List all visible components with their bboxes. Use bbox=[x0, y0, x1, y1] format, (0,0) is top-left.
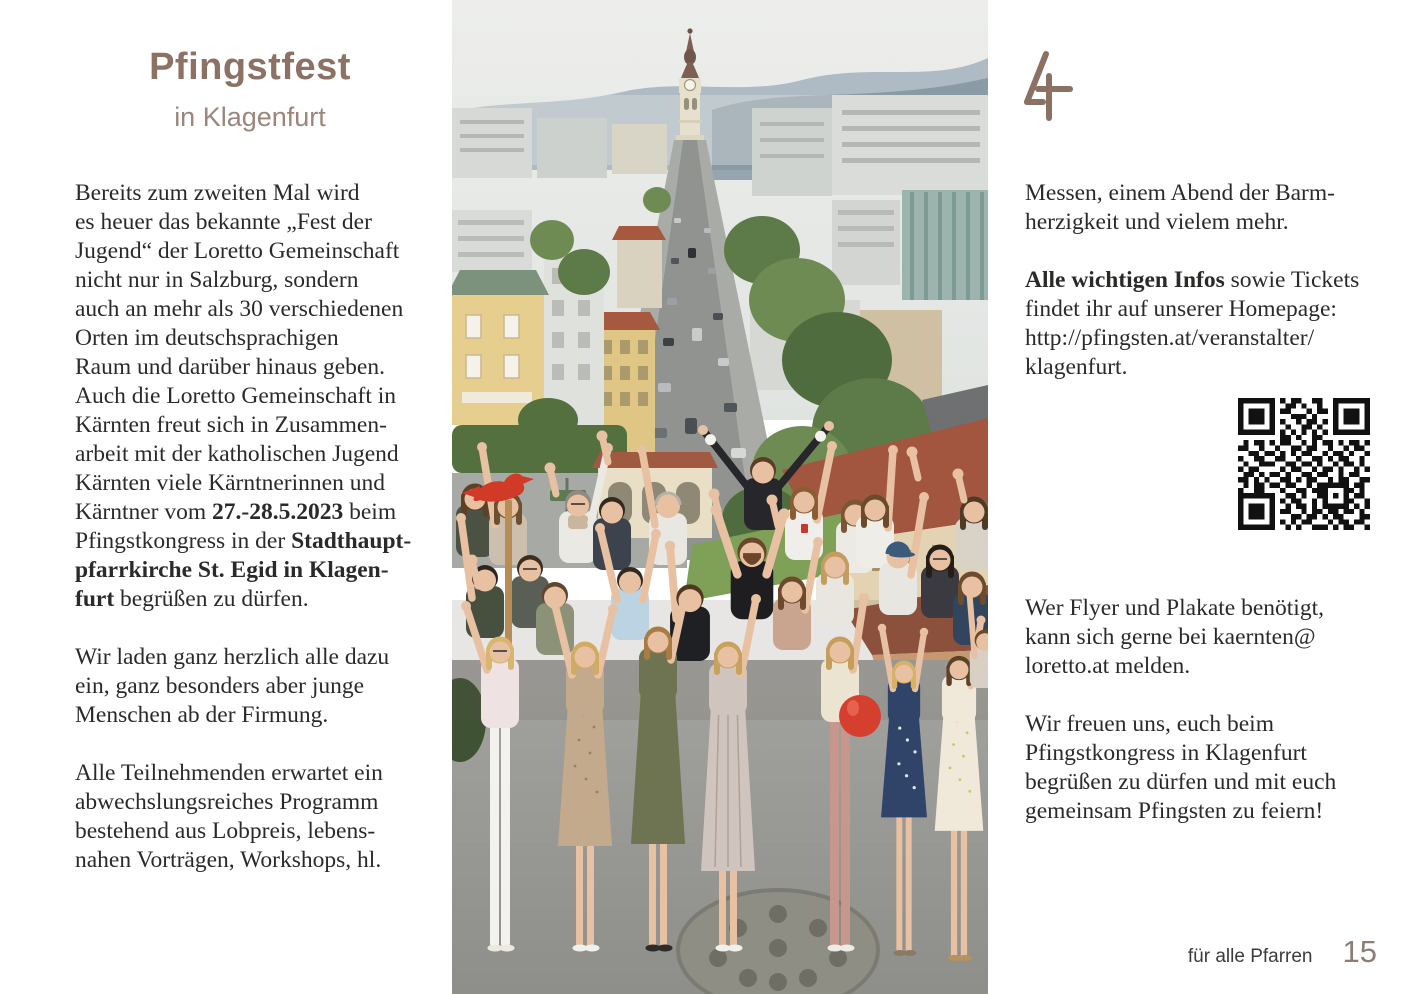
article-header bbox=[75, 46, 425, 133]
text-line: begrüßen zu dürfen und mit euch bbox=[1025, 769, 1337, 795]
paragraph bbox=[1025, 266, 1359, 382]
paragraph bbox=[75, 759, 411, 875]
text-line: http://pfingsten.at/veranstalter/ bbox=[1025, 325, 1315, 351]
paragraph bbox=[1025, 179, 1359, 237]
paragraph bbox=[75, 643, 411, 730]
qr-code bbox=[1238, 398, 1370, 530]
text-line: Pfingstkongress in der Stadthaupt- bbox=[75, 528, 412, 554]
paragraph bbox=[75, 179, 411, 614]
paragraph bbox=[1025, 710, 1336, 826]
page-title: Pfingstfest bbox=[149, 46, 351, 88]
text-line: Raum und darüber hinaus geben. bbox=[75, 354, 385, 380]
text-line: Orten im deutschsprachigen bbox=[75, 325, 339, 351]
text-line: arbeit mit der katholischen Jugend bbox=[75, 441, 399, 467]
text-line: Bereits zum zweiten Mal wird bbox=[75, 180, 360, 206]
text-line: klagenfurt. bbox=[1025, 354, 1128, 380]
right-column-text-top bbox=[1025, 179, 1359, 382]
text-line: Pfingstkongress in Klagenfurt bbox=[1025, 740, 1307, 766]
text-line: Alle Teilnehmenden erwartet ein bbox=[75, 760, 383, 786]
page-subtitle: in Klagenfurt bbox=[174, 102, 326, 132]
text-line: es heuer das bekannte „Fest der bbox=[75, 209, 372, 235]
text-line: nicht nur in Salzburg, sondern bbox=[75, 267, 359, 293]
chapter-number-glyph bbox=[1022, 46, 1082, 126]
text-line: Wir freuen uns, euch beim bbox=[1025, 711, 1274, 737]
text-line: pfarrkirche St. Egid in Klagen- bbox=[75, 557, 389, 583]
left-column-text bbox=[75, 179, 411, 875]
number-4-icon bbox=[1022, 46, 1082, 126]
page-number: 15 bbox=[1342, 934, 1377, 969]
text-line: Menschen ab der Firmung. bbox=[75, 702, 329, 728]
group-photo bbox=[452, 0, 988, 994]
text-line: bestehend aus Lobpreis, lebens- bbox=[75, 818, 376, 844]
text-line: Kärntner vom 27.-28.5.2023 beim bbox=[75, 499, 397, 525]
text-line: ein, ganz besonders aber junge bbox=[75, 673, 365, 699]
text-line: kann sich gerne bei kaernten@ bbox=[1025, 624, 1316, 650]
text-line: Kärnten freut sich in Zusammen- bbox=[75, 412, 387, 438]
text-line: Alle wichtigen Infos sowie Tickets bbox=[1025, 267, 1360, 293]
text-line: Kärnten viele Kärntnerinnen und bbox=[75, 470, 385, 496]
footer-label: für alle Pfarren bbox=[1187, 946, 1313, 967]
group-photo-illustration bbox=[452, 0, 988, 994]
paragraph bbox=[1025, 594, 1336, 681]
text-line: nahen Vorträgen, Workshops, hl. bbox=[75, 847, 382, 873]
text-line: Auch die Loretto Gemeinschaft in bbox=[75, 383, 397, 409]
text-line: Wer Flyer und Plakate benötigt, bbox=[1025, 595, 1324, 621]
qr-code-icon bbox=[1238, 398, 1370, 530]
text-line: Jugend“ der Loretto Gemeinschaft bbox=[75, 238, 400, 264]
text-line: loretto.at melden. bbox=[1025, 653, 1191, 679]
page-footer bbox=[1188, 934, 1377, 970]
text-line: auch an mehr als 30 verschiedenen bbox=[75, 296, 404, 322]
text-line: findet ihr auf unserer Homepage: bbox=[1025, 296, 1337, 322]
text-line: gemeinsam Pfingsten zu feiern! bbox=[1025, 798, 1324, 824]
text-line: abwechslungsreiches Programm bbox=[75, 789, 379, 815]
text-line: furt begrüßen zu dürfen. bbox=[75, 586, 309, 612]
text-line: Wir laden ganz herzlich alle dazu bbox=[75, 644, 390, 670]
right-column-text-bottom bbox=[1025, 594, 1336, 826]
text-line: herzigkeit und vielem mehr. bbox=[1025, 209, 1289, 235]
text-line: Messen, einem Abend der Barm- bbox=[1025, 180, 1335, 206]
